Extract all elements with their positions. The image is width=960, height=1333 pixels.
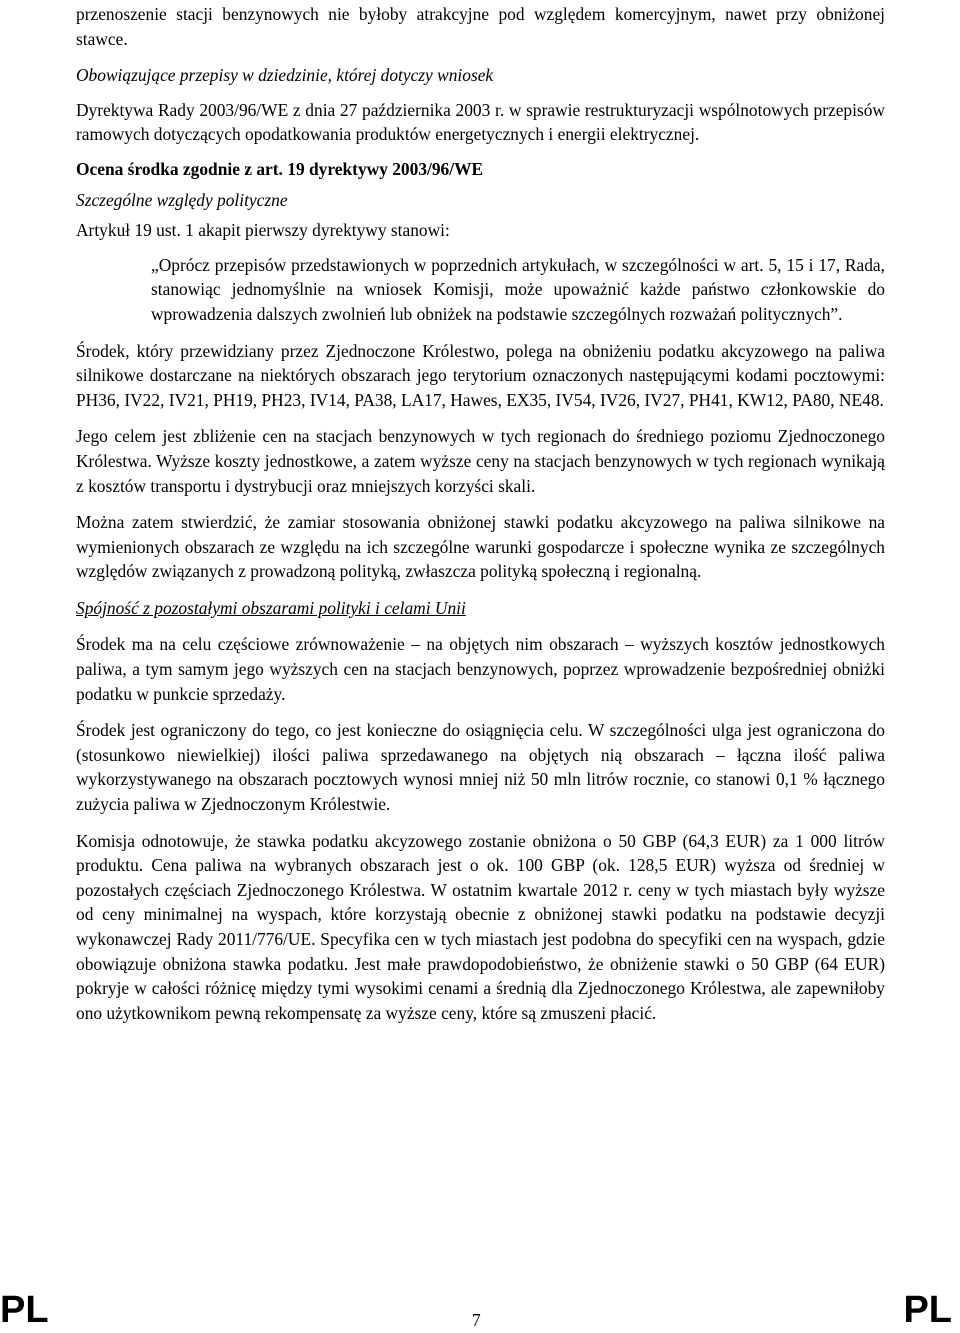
- paragraph-rownowazenie: Środek ma na celu częściowe zrównoważenie – na objętych nim obszarach – wyższych kosztów jednostkowych paliwa, a tym samym jego wyższych cen na stacjach benzynowych, poprzez wprowadzenie bezpośredniej obniżki podatku w punkcie sprzedaży.: [76, 634, 885, 704]
- paragraph-ograniczenie: Środek jest ograniczony do tego, co jest konieczne do osiągnięcia celu. W szczególności ulga jest ograniczona do (stosunkowo niewielkiej) ilości paliwa sprzedawanego na objętych nią obszarach – łączna ilość paliwa wykorzystywanego na obszarach pocztowych wynosi mniej niż 50 mln litrów rocznie, co stanowi 0,1 % łącznego zużycia paliwa w Zjednoczonym Królestwie.: [76, 720, 885, 815]
- paragraph-stawka: Komisja odnotowuje, że stawka podatku akcyzowego zostanie obniżona o 50 GBP (64,3 EUR) za 1 000 litrów produktu. Cena paliwa na wybranych obszarach jest o ok. 100 GBP (ok. 128,5 EUR) wyższa od średniej w pozostałych częściach Zjednoczonego Królestwa. W ostatnim kwartale 2012 r. ceny w tych miastach były wyższe od ceny minimalnej na wyspach, które korzystają obecnie z obniżonej stawki podatku na podstawie decyzji wykonawczej Rady 2011/776/UE. Specyfika cen w tych miastach jest podobna do specyfiki cen na wyspach, gdzie obowiązuje obniżona stawka podatku. Jest małe prawdopodobieństwo, że obniżenie stawki o 50 GBP (64 EUR) pokryje w całości różnicę między tymi wysokimi cenami a średnią dla Zjednoczonego Królestwa, ale zapewniłoby ono użytkownikom pewną rekompensatę za wyższe ceny, które są zmuszeni płacić.: [76, 830, 885, 1023]
- footer-language-right: PL: [903, 1289, 952, 1331]
- heading-ocena-srodka: Ocena środka zgodnie z art. 19 dyrektywy 2003/96/WE: [76, 158, 484, 179]
- paragraph-wniosek: Można zatem stwierdzić, że zamiar stosowania obniżonej stawki podatku akcyzowego na paliwa silnikowe na wymienionych obszarach ze względu na ich szczególne warunki gospodarcze i społeczne wynika ze szczególnych względów związanych z prowadzoną polityką, zwłaszcza polityką społeczną i regionalną.: [76, 512, 885, 582]
- heading-szczegolne-wzgledy: Szczególne względy polityczne: [76, 189, 288, 210]
- heading-spojnosc: Spójność z pozostałymi obszarami polityki i celami Unii: [76, 597, 466, 618]
- paragraph-artykul-19: Artykuł 19 ust. 1 akapit pierwszy dyrektywy stanowi:: [76, 220, 450, 241]
- footer-page-number: 7: [472, 1310, 481, 1330]
- paragraph-cel: Jego celem jest zbliżenie cen na stacjach benzynowych w tych regionach do średniego poziomu Zjednoczonego Królestwa. Wyższe koszty jednostkowe, a zatem wyższe ceny na stacjach benzynowych w tych regionach wynikają z kosztów transportu i dystrybucji oraz mniejszych korzyści skali.: [76, 426, 885, 496]
- document-body: [76, 2, 885, 1025]
- paragraph-srodek-opis: Środek, który przewidziany przez Zjednoczone Królestwo, polega na obniżeniu podatku akcyzowego na paliwa silnikowe dostarczane na niektórych obszarach jego terytorium oznaczonych następującymi kodami pocztowymi: PH36, IV22, IV21, PH19, PH23, IV14, PA38, LA17, Hawes, EX35, IV54, IV26, IV27, PH41, KW12, PA80, NE48.: [76, 340, 885, 410]
- paragraph-intro-continuation: przenoszenie stacji benzynowych nie byłoby atrakcyjne pod względem komercyjnym, nawet przy obniżonej stawce.: [76, 4, 885, 49]
- quote-artykul-19: „Oprócz przepisów przedstawionych w poprzednich artykułach, w szczególności w art. 5, 15 i 17, Rada, stanowiąc jednomyślnie na wniosek Komisji, może upoważnić każde państwo członkowskie do wprowadzenia dalszych zwolnień lub obniżek na podstawie szczególnych rozważań politycznych”.: [151, 254, 885, 324]
- footer-language-left: PL: [0, 1289, 49, 1331]
- heading-obowiazujace-przepisy: Obowiązujące przepisy w dziedzinie, której dotyczy wniosek: [76, 65, 494, 86]
- paragraph-dyrektywa: Dyrektywa Rady 2003/96/WE z dnia 27 października 2003 r. w sprawie restrukturyzacji wspólnotowych przepisów ramowych dotyczących opodatkowania produktów energetycznych i energii elektrycznej.: [76, 99, 885, 145]
